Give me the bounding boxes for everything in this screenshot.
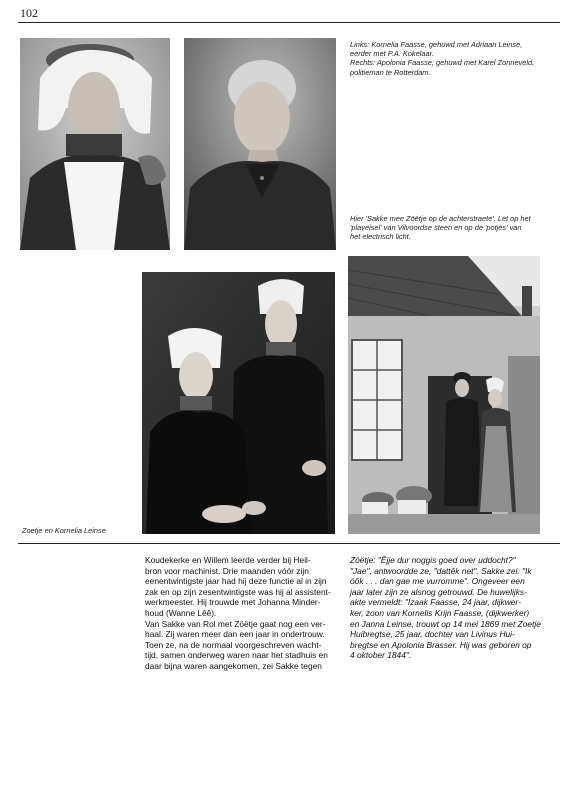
text-line: werkmeester. Hij trouwde met Johanna Minder- [145, 597, 321, 608]
text-line: "Jae", antwoordde ze, "dattêk net". Sakke zei: "Ik [350, 565, 532, 576]
middle-rule [18, 543, 560, 544]
text-line: jaar later zijn ze alsnog getrouwd. De huwelijks- [350, 586, 527, 597]
text-line: ker, zoon van Kornelis Krijn Faasse, (dijkwerker) [350, 607, 530, 618]
photo-portrait-right [184, 38, 336, 250]
portrait-woman-traditional-cap [20, 38, 170, 250]
text-line: tijd, samen onderweg waren naar het stadhuis en [145, 650, 328, 661]
caption-line: Hier 'Sakke mee Zöëtje op de achterstraete'. Let op het [350, 214, 531, 223]
article-left-column [145, 555, 335, 672]
text-line: bron voor machinist. Drie maanden vóór zijn [145, 565, 309, 576]
caption-top-right [350, 40, 560, 77]
page-number: 102 [20, 6, 38, 20]
text-line: öôk . . . dan gae me vurromme". Ongeveer een [350, 576, 525, 587]
text-line: zak en op zijn zesentwintigste was hij al assistent- [145, 586, 331, 597]
text-line: 4 oktober 1844". [350, 650, 412, 661]
photo-two-women [142, 272, 335, 534]
caption-line: het electrisch licht. [350, 232, 411, 242]
photo-couple-house [348, 256, 540, 534]
text-line: akte vermeldt: "Izaak Faasse, 24 jaar, dijkwer- [350, 597, 521, 608]
couple-at-house-door [348, 256, 540, 534]
text-line: Koudekerke en Willem leerde verder bij Heil- [145, 555, 311, 565]
text-line: Zöëtje: "Êjje dur noggis goed over uddocht?" [350, 555, 516, 565]
text-line: eenentwintigste jaar had hij deze functie al in zijn [145, 576, 327, 587]
article-right-column [350, 555, 545, 661]
text-line: Van Sakke van Rol met Zöëtje gaat nog een ver- [145, 618, 326, 629]
top-rule [18, 22, 560, 23]
text-line: haal. Zij waren meer dan een jaar in ondertrouw. [145, 629, 325, 640]
caption-middle-right [350, 214, 565, 242]
caption-bottom-left: Zoetje en Kornelia Leinse [22, 526, 106, 535]
caption-line: 'plaveisel' van Vilvoordse steen en op de 'potjes' van [350, 223, 522, 233]
caption-line: eerder met P.A. Kokelaar. [350, 49, 434, 59]
text-line: houd (Wanne Lêê). [145, 607, 217, 618]
caption-line: Links: Kornelia Faasse, gehuwd met Adriaan Leinse, [350, 40, 523, 49]
text-line: Huibregtse, 25 jaar, dochter van Livinus Hui- [350, 629, 515, 640]
portrait-two-women-caps [142, 272, 335, 534]
text-line: Toen ze, na de normaal voorgeschreven wacht- [145, 639, 322, 650]
photo-portrait-left [20, 38, 170, 250]
text-line: daar bijna waren aangekomen, zei Sakke tegen [145, 660, 322, 671]
text-line: en Janna Leinse, trouwt op 14 mei 1869 met Zoetje [350, 618, 541, 629]
caption-line: Rechts: Apolonia Faasse, gehuwd met Karel Zonneveld, [350, 58, 535, 68]
caption-line: politieman te Rotterdam. [350, 67, 431, 77]
text-line: bregtse en Apolonia Brasser. Hij was geboren op [350, 639, 532, 650]
portrait-woman-dark-dress [184, 38, 336, 250]
